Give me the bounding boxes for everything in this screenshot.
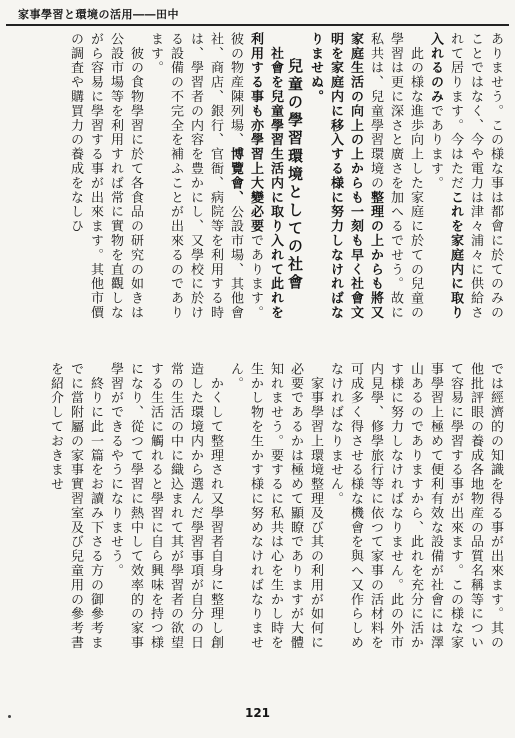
- body-text: 公設市場、其他會社、商店、銀行、官衙、病院等を利用する時は、學習者の内容を豊かにし、又學校に於ける設備の不完全を補ふことが出來るのであります。: [148, 32, 243, 321]
- emphasis-text: これを家庭内に取り入れるのみ: [428, 32, 463, 321]
- paper-speck: [8, 715, 11, 718]
- paragraph: [305, 32, 425, 332]
- header-rule: [6, 24, 509, 26]
- emphasis-text: 整理の上からも將又家庭生活の向上の上からも一刻も早く社會文明を家庭内に移入する様に努力しなければなりませぬ。: [308, 32, 383, 321]
- paragraph: [225, 362, 325, 662]
- running-head: 家事學習と環境の活用――田中: [18, 8, 179, 21]
- body-text: ありませう。この様な事は都會に於てのみのことではなく、今や電力は津々浦々に供給されて居ります。今はただ: [448, 32, 503, 320]
- emphasis-text: 社會を兒童學習生活内に取り入れて此れを利用する事も亦學習上大變必要: [248, 32, 283, 321]
- paragraph: [45, 362, 105, 662]
- emphasis-text: 博覽會、: [228, 147, 243, 205]
- paragraph: では經濟的の知識を得る事が出來ます。其の他批評眼の養成各地物産の品質名稱等について容易に學習する事が出來ます。この様な家事學習上極めて便利有效な設備が社會には澤山あるのでありますから、此れを充分に活かす様に努力しなければなりません。此の外市内見學、修學旅行等に依つて家事の活材料を可成多く得させる様な機會を與へ又作らしめなければなりません。: [328, 362, 503, 650]
- section-heading: 兒童の學習環境としての社會: [286, 58, 304, 292]
- paragraph: [105, 362, 225, 662]
- body-text: かくして整理され又學習者自身に整理し創造した環境内から選んだ學習事項が自分の日常の生活の中に織込まれて其が學習者の欲望する生活に觸れると學習に自ら興味を持つ様になり、從つて學習に熱中して效率的の家事學習ができるやうになりませう。: [108, 362, 223, 651]
- text-block-top: [17, 32, 505, 332]
- body-text: であります。: [428, 104, 443, 191]
- body-text: 家事學習上環境整理及び其の利用が如何に必要であるかは極めて顯瞭でありますが大體知れませう。要するに私共は心を生かし時を生かし物を生かす様に努めなければなりません。: [228, 362, 323, 651]
- body-text: 彼の食物學習に於て各食品の研究の如きは公設市場等を利用すれば常に實物を直觀しながら容易に學習する事が出來ます。其他市價の調査や購買力の養成をなしひ: [68, 32, 143, 321]
- paragraph: [425, 32, 505, 332]
- text-block-bottom: [17, 362, 505, 662]
- body-text: であります。彼の物産陳列場、: [228, 32, 263, 321]
- body-text: 此の様な進歩向上した家庭に於ての兒童の學習は更に深さと廣さを加へるでせう。故に私共は、兒童學習環境の: [368, 32, 423, 321]
- paragraph: [65, 32, 145, 332]
- page-number: 121: [244, 706, 271, 720]
- paragraph: [145, 32, 285, 332]
- body-text: 終りに此一篇をお讀み下さる方の御參考までに當附屬の家事實習室及び兒童用の參考書を紹介しておきませ: [48, 362, 103, 651]
